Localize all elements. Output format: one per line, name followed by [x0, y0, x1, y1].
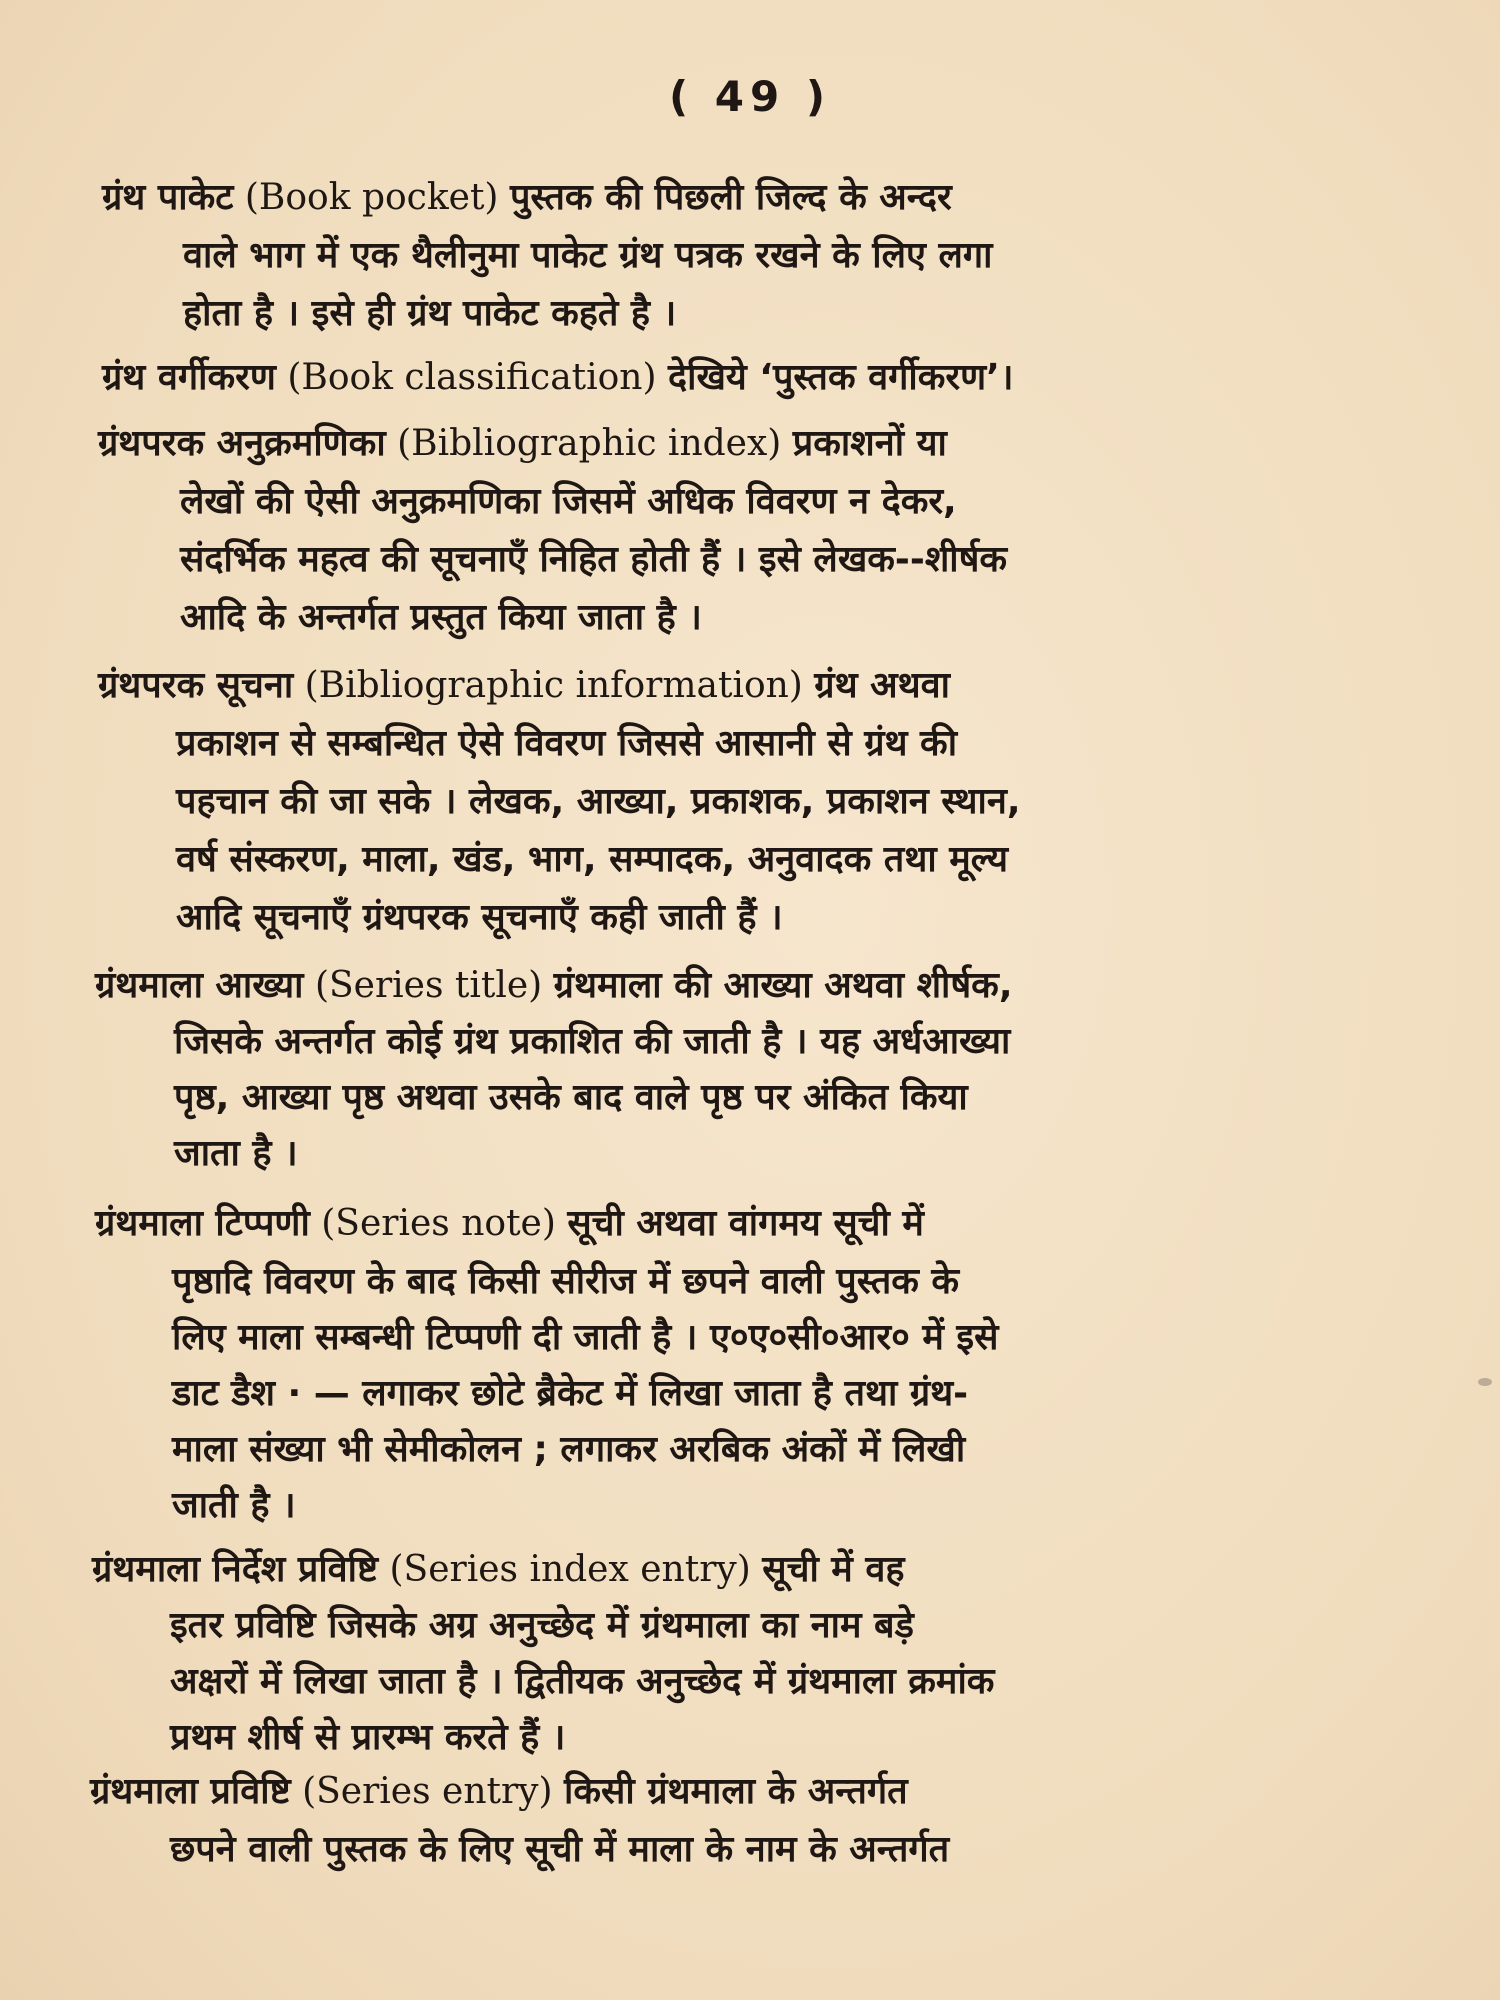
entry-text: ग्रंथमाला की आख्या अथवा शीर्षक,: [553, 965, 1013, 1006]
entry-continuation-line: होता है । इसे ही ग्रंथ पाकेट कहते है ।: [183, 293, 677, 334]
entry-continuation-line: जिसके अन्तर्गत कोई ग्रंथ प्रकाशित की जाती है । यह अर्धआख्या: [174, 1021, 1011, 1062]
entry-continuation-line: इतर प्रविष्टि जिसके अग्र अनुच्छेद में ग्रंथमाला का नाम बड़े: [170, 1605, 914, 1646]
entry-first-line: [95, 958, 1013, 1014]
entry-first-line: [95, 1196, 924, 1252]
entry-continuation-line: लिए माला सम्बन्धी टिप्पणी दी जाती है । ए०ए०सी०आर० में इसे: [172, 1317, 999, 1358]
entry-continuation-line: पृष्ठादि विवरण के बाद किसी सीरीज में छपने वाली पुस्तक के: [172, 1261, 960, 1302]
entry-continuation-line: छपने वाली पुस्तक के लिए सूची में माला के नाम के अन्तर्गत: [170, 1829, 950, 1870]
entry-continuation-line: आदि के अन्तर्गत प्रस्तुत किया जाता है ।: [180, 597, 702, 638]
entry-term: ग्रंथ पाकेट: [102, 177, 234, 218]
entry-text: सूची अथवा वांगमय सूची में: [567, 1203, 924, 1244]
entry-continuation-line: डाट डैश · — लगाकर छोटे ब्रैकेट में लिखा जाता है तथा ग्रंथ-: [172, 1373, 969, 1414]
entry-term: ग्रंथमाला टिप्पणी: [95, 1203, 310, 1244]
entry-english-term: (Bibliographic index): [397, 423, 782, 464]
entry-continuation-line: वाले भाग में एक थैलीनुमा पाकेट ग्रंथ पत्रक रखने के लिए लगा: [183, 235, 993, 276]
entry-first-line: [92, 1542, 905, 1598]
entry-continuation-line: आदि सूचनाएँ ग्रंथपरक सूचनाएँ कही जाती हैं ।: [176, 897, 783, 938]
entry-english-term: (Series index entry): [389, 1549, 751, 1590]
entry-text: ग्रंथ अथवा: [814, 665, 950, 706]
entry-term: ग्रंथमाला प्रविष्टि: [90, 1771, 291, 1812]
entry-first-line: [102, 350, 1013, 406]
paper-blemish: [1478, 1378, 1492, 1386]
entry-first-line: [90, 1764, 908, 1820]
entry-english-term: (Series note): [321, 1203, 556, 1244]
entry-term: ग्रंथपरक अनुक्रमणिका: [98, 423, 386, 464]
entry-continuation-line: प्रथम शीर्ष से प्रारम्भ करते हैं ।: [170, 1717, 566, 1758]
entry-continuation-line: वर्ष संस्करण, माला, खंड, भाग, सम्पादक, अनुवादक तथा मूल्य: [176, 839, 1009, 880]
entry-english-term: (Book pocket): [244, 177, 499, 218]
entry-text: देखिये ‘पुस्तक वर्गीकरण’।: [668, 357, 1014, 398]
entry-text: किसी ग्रंथमाला के अन्तर्गत: [564, 1771, 908, 1812]
entry-term: ग्रंथमाला आख्या: [95, 965, 304, 1006]
entry-english-term: (Book classification): [287, 357, 657, 398]
entry-first-line: [98, 658, 950, 714]
entry-continuation-line: लेखों की ऐसी अनुक्रमणिका जिसमें अधिक विवरण न देकर,: [180, 481, 957, 522]
entry-continuation-line: पहचान की जा सके । लेखक, आख्या, प्रकाशक, प्रकाशन स्थान,: [176, 781, 1021, 822]
entry-first-line: [102, 170, 952, 226]
entry-term: ग्रंथ वर्गीकरण: [102, 357, 276, 398]
entry-continuation-line: जाता है ।: [174, 1133, 298, 1174]
entry-text: पुस्तक की पिछली जिल्द के अन्दर: [509, 177, 952, 218]
entry-continuation-line: संदर्भिक महत्व की सूचनाएँ निहित होती हैं । इसे लेखक--शीर्षक: [180, 539, 1008, 580]
entry-continuation-line: जाती है ।: [172, 1485, 296, 1526]
entry-term: ग्रंथपरक सूचना: [98, 665, 294, 706]
entry-text: प्रकाशनों या: [792, 423, 947, 464]
entry-english-term: (Series title): [314, 965, 543, 1006]
entry-text: सूची में वह: [762, 1549, 905, 1590]
entry-english-term: (Series entry): [302, 1771, 553, 1812]
entry-term: ग्रंथमाला निर्देश प्रविष्टि: [92, 1549, 379, 1590]
entry-continuation-line: प्रकाशन से सम्बन्धित ऐसे विवरण जिससे आसानी से ग्रंथ की: [176, 723, 958, 764]
entry-continuation-line: अक्षरों में लिखा जाता है । द्वितीयक अनुच्छेद में ग्रंथमाला क्रमांक: [170, 1661, 995, 1702]
entry-english-term: (Bibliographic information): [304, 665, 803, 706]
entry-continuation-line: पृष्ठ, आख्या पृष्ठ अथवा उसके बाद वाले पृष्ठ पर अंकित किया: [174, 1077, 968, 1118]
entry-continuation-line: माला संख्या भी सेमीकोलन ; लगाकर अरबिक अंकों में लिखी: [172, 1429, 966, 1470]
entry-first-line: [98, 416, 947, 472]
page-number: ( 49 ): [668, 72, 832, 121]
